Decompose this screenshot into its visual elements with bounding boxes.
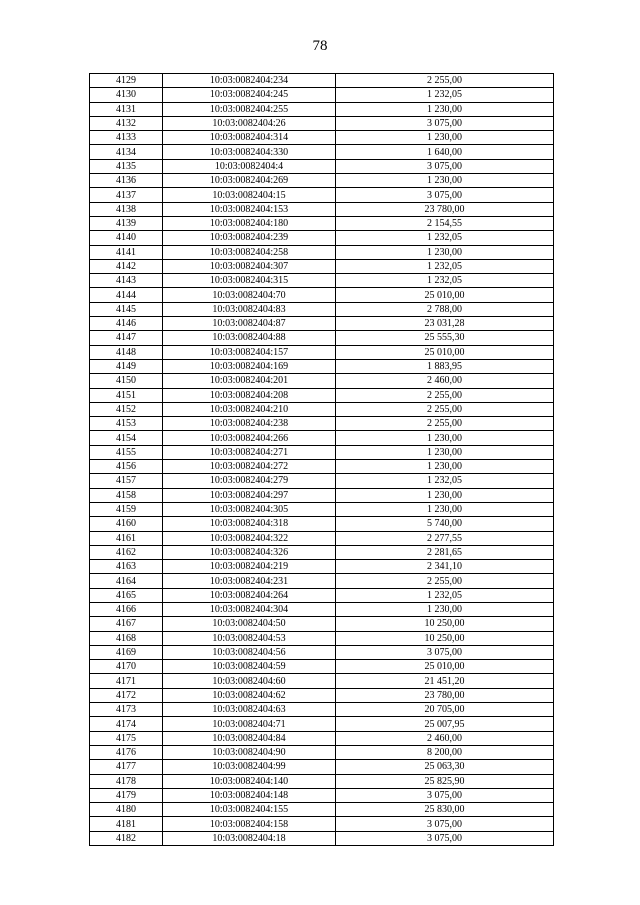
row-number-cell: 4160 (90, 517, 163, 531)
cadastral-number-cell: 10:03:0082404:158 (163, 817, 336, 831)
cadastral-number-cell: 10:03:0082404:245 (163, 88, 336, 102)
amount-cell: 1 230,00 (336, 174, 554, 188)
cadastral-number-cell: 10:03:0082404:307 (163, 259, 336, 273)
table-row (90, 288, 554, 302)
amount-cell: 25 825,90 (336, 774, 554, 788)
cadastral-number-cell: 10:03:0082404:70 (163, 288, 336, 302)
table-row (90, 131, 554, 145)
row-number-cell: 4145 (90, 302, 163, 316)
row-number-cell: 4182 (90, 831, 163, 845)
cadastral-number-cell: 10:03:0082404:239 (163, 231, 336, 245)
table-row (90, 431, 554, 445)
row-number-cell: 4147 (90, 331, 163, 345)
table-row (90, 674, 554, 688)
cadastral-number-cell: 10:03:0082404:234 (163, 74, 336, 88)
amount-cell: 2 277,55 (336, 531, 554, 545)
table-row (90, 574, 554, 588)
row-number-cell: 4137 (90, 188, 163, 202)
amount-cell: 21 451,20 (336, 674, 554, 688)
table-row (90, 617, 554, 631)
cadastral-number-cell: 10:03:0082404:157 (163, 345, 336, 359)
row-number-cell: 4171 (90, 674, 163, 688)
amount-cell: 8 200,00 (336, 745, 554, 759)
table-row (90, 445, 554, 459)
cadastral-number-cell: 10:03:0082404:208 (163, 388, 336, 402)
row-number-cell: 4167 (90, 617, 163, 631)
table-row (90, 731, 554, 745)
cadastral-number-cell: 10:03:0082404:279 (163, 474, 336, 488)
cadastral-number-cell: 10:03:0082404:326 (163, 545, 336, 559)
amount-cell: 1 230,00 (336, 502, 554, 516)
table-row (90, 359, 554, 373)
table-row (90, 259, 554, 273)
amount-cell: 23 780,00 (336, 202, 554, 216)
row-number-cell: 4161 (90, 531, 163, 545)
cadastral-number-cell: 10:03:0082404:264 (163, 588, 336, 602)
table-row (90, 545, 554, 559)
data-table (89, 73, 554, 846)
cadastral-number-cell: 10:03:0082404:315 (163, 274, 336, 288)
table-row (90, 388, 554, 402)
row-number-cell: 4131 (90, 102, 163, 116)
table-row (90, 188, 554, 202)
table-row (90, 602, 554, 616)
cadastral-number-cell: 10:03:0082404:26 (163, 116, 336, 130)
amount-cell: 1 230,00 (336, 602, 554, 616)
row-number-cell: 4180 (90, 803, 163, 817)
cadastral-number-cell: 10:03:0082404:56 (163, 645, 336, 659)
table-row (90, 488, 554, 502)
cadastral-number-cell: 10:03:0082404:63 (163, 703, 336, 717)
table-row (90, 145, 554, 159)
amount-cell: 1 232,05 (336, 474, 554, 488)
amount-cell: 25 555,30 (336, 331, 554, 345)
row-number-cell: 4158 (90, 488, 163, 502)
table-row (90, 703, 554, 717)
amount-cell: 2 460,00 (336, 374, 554, 388)
cadastral-number-cell: 10:03:0082404:4 (163, 159, 336, 173)
cadastral-number-cell: 10:03:0082404:271 (163, 445, 336, 459)
cadastral-number-cell: 10:03:0082404:180 (163, 216, 336, 230)
table-row (90, 331, 554, 345)
cadastral-number-cell: 10:03:0082404:238 (163, 417, 336, 431)
table-row (90, 474, 554, 488)
cadastral-number-cell: 10:03:0082404:314 (163, 131, 336, 145)
table-row (90, 174, 554, 188)
row-number-cell: 4174 (90, 717, 163, 731)
cadastral-number-cell: 10:03:0082404:269 (163, 174, 336, 188)
table-row (90, 374, 554, 388)
table-row (90, 774, 554, 788)
amount-cell: 23 780,00 (336, 688, 554, 702)
row-number-cell: 4141 (90, 245, 163, 259)
row-number-cell: 4162 (90, 545, 163, 559)
cadastral-number-cell: 10:03:0082404:153 (163, 202, 336, 216)
table-row (90, 460, 554, 474)
row-number-cell: 4143 (90, 274, 163, 288)
table-row (90, 502, 554, 516)
table-row (90, 517, 554, 531)
amount-cell: 3 075,00 (336, 159, 554, 173)
row-number-cell: 4156 (90, 460, 163, 474)
amount-cell: 1 230,00 (336, 460, 554, 474)
table-row (90, 788, 554, 802)
cadastral-number-cell: 10:03:0082404:169 (163, 359, 336, 373)
cadastral-number-cell: 10:03:0082404:272 (163, 460, 336, 474)
row-number-cell: 4155 (90, 445, 163, 459)
row-number-cell: 4146 (90, 317, 163, 331)
row-number-cell: 4148 (90, 345, 163, 359)
amount-cell: 1 230,00 (336, 431, 554, 445)
table-row (90, 417, 554, 431)
row-number-cell: 4153 (90, 417, 163, 431)
row-number-cell: 4177 (90, 760, 163, 774)
row-number-cell: 4136 (90, 174, 163, 188)
table-row (90, 803, 554, 817)
row-number-cell: 4169 (90, 645, 163, 659)
row-number-cell: 4166 (90, 602, 163, 616)
amount-cell: 25 010,00 (336, 660, 554, 674)
amount-cell: 1 232,05 (336, 231, 554, 245)
cadastral-number-cell: 10:03:0082404:231 (163, 574, 336, 588)
amount-cell: 25 007,95 (336, 717, 554, 731)
amount-cell: 1 230,00 (336, 102, 554, 116)
table-row (90, 345, 554, 359)
amount-cell: 10 250,00 (336, 631, 554, 645)
table-row (90, 274, 554, 288)
amount-cell: 2 255,00 (336, 388, 554, 402)
cadastral-number-cell: 10:03:0082404:18 (163, 831, 336, 845)
amount-cell: 10 250,00 (336, 617, 554, 631)
amount-cell: 1 232,05 (336, 588, 554, 602)
cadastral-number-cell: 10:03:0082404:71 (163, 717, 336, 731)
amount-cell: 3 075,00 (336, 788, 554, 802)
row-number-cell: 4139 (90, 216, 163, 230)
amount-cell: 1 232,05 (336, 88, 554, 102)
row-number-cell: 4132 (90, 116, 163, 130)
cadastral-number-cell: 10:03:0082404:50 (163, 617, 336, 631)
amount-cell: 1 230,00 (336, 488, 554, 502)
amount-cell: 5 740,00 (336, 517, 554, 531)
row-number-cell: 4151 (90, 388, 163, 402)
amount-cell: 23 031,28 (336, 317, 554, 331)
cadastral-number-cell: 10:03:0082404:155 (163, 803, 336, 817)
amount-cell: 2 255,00 (336, 74, 554, 88)
table-row (90, 231, 554, 245)
row-number-cell: 4173 (90, 703, 163, 717)
row-number-cell: 4138 (90, 202, 163, 216)
table-row (90, 216, 554, 230)
cadastral-number-cell: 10:03:0082404:99 (163, 760, 336, 774)
cadastral-number-cell: 10:03:0082404:304 (163, 602, 336, 616)
amount-cell: 3 075,00 (336, 188, 554, 202)
table-row (90, 717, 554, 731)
table-body (90, 74, 554, 846)
table-row (90, 74, 554, 88)
row-number-cell: 4144 (90, 288, 163, 302)
table-row (90, 159, 554, 173)
row-number-cell: 4140 (90, 231, 163, 245)
amount-cell: 20 705,00 (336, 703, 554, 717)
table-row (90, 102, 554, 116)
amount-cell: 1 232,05 (336, 259, 554, 273)
row-number-cell: 4129 (90, 74, 163, 88)
cadastral-number-cell: 10:03:0082404:62 (163, 688, 336, 702)
row-number-cell: 4179 (90, 788, 163, 802)
cadastral-number-cell: 10:03:0082404:15 (163, 188, 336, 202)
amount-cell: 1 230,00 (336, 131, 554, 145)
cadastral-number-cell: 10:03:0082404:90 (163, 745, 336, 759)
cadastral-number-cell: 10:03:0082404:322 (163, 531, 336, 545)
cadastral-number-cell: 10:03:0082404:148 (163, 788, 336, 802)
cadastral-number-cell: 10:03:0082404:140 (163, 774, 336, 788)
row-number-cell: 4142 (90, 259, 163, 273)
amount-cell: 2 255,00 (336, 574, 554, 588)
row-number-cell: 4165 (90, 588, 163, 602)
amount-cell: 25 010,00 (336, 345, 554, 359)
row-number-cell: 4149 (90, 359, 163, 373)
row-number-cell: 4159 (90, 502, 163, 516)
cadastral-number-cell: 10:03:0082404:210 (163, 402, 336, 416)
amount-cell: 2 341,10 (336, 560, 554, 574)
amount-cell: 2 154,55 (336, 216, 554, 230)
amount-cell: 25 063,30 (336, 760, 554, 774)
table-row (90, 88, 554, 102)
cadastral-number-cell: 10:03:0082404:53 (163, 631, 336, 645)
amount-cell: 25 010,00 (336, 288, 554, 302)
cadastral-number-cell: 10:03:0082404:305 (163, 502, 336, 516)
row-number-cell: 4170 (90, 660, 163, 674)
table-row (90, 302, 554, 316)
cadastral-number-cell: 10:03:0082404:87 (163, 317, 336, 331)
amount-cell: 2 788,00 (336, 302, 554, 316)
cadastral-number-cell: 10:03:0082404:201 (163, 374, 336, 388)
row-number-cell: 4150 (90, 374, 163, 388)
table-row (90, 560, 554, 574)
table-row (90, 588, 554, 602)
amount-cell: 1 230,00 (336, 245, 554, 259)
table-row (90, 760, 554, 774)
row-number-cell: 4164 (90, 574, 163, 588)
table-row (90, 831, 554, 845)
table-row (90, 317, 554, 331)
row-number-cell: 4178 (90, 774, 163, 788)
cadastral-number-cell: 10:03:0082404:255 (163, 102, 336, 116)
row-number-cell: 4135 (90, 159, 163, 173)
row-number-cell: 4154 (90, 431, 163, 445)
row-number-cell: 4175 (90, 731, 163, 745)
row-number-cell: 4168 (90, 631, 163, 645)
cadastral-number-cell: 10:03:0082404:219 (163, 560, 336, 574)
table-row (90, 631, 554, 645)
row-number-cell: 4133 (90, 131, 163, 145)
amount-cell: 3 075,00 (336, 831, 554, 845)
cadastral-number-cell: 10:03:0082404:84 (163, 731, 336, 745)
row-number-cell: 4130 (90, 88, 163, 102)
amount-cell: 25 830,00 (336, 803, 554, 817)
amount-cell: 1 230,00 (336, 445, 554, 459)
amount-cell: 3 075,00 (336, 116, 554, 130)
table-row (90, 645, 554, 659)
row-number-cell: 4134 (90, 145, 163, 159)
amount-cell: 1 232,05 (336, 274, 554, 288)
row-number-cell: 4172 (90, 688, 163, 702)
amount-cell: 1 640,00 (336, 145, 554, 159)
amount-cell: 3 075,00 (336, 645, 554, 659)
amount-cell: 2 281,65 (336, 545, 554, 559)
amount-cell: 2 255,00 (336, 417, 554, 431)
table-row (90, 245, 554, 259)
cadastral-number-cell: 10:03:0082404:60 (163, 674, 336, 688)
row-number-cell: 4176 (90, 745, 163, 759)
amount-cell: 2 460,00 (336, 731, 554, 745)
page-number: 78 (312, 38, 328, 54)
cadastral-number-cell: 10:03:0082404:59 (163, 660, 336, 674)
row-number-cell: 4163 (90, 560, 163, 574)
table-row (90, 660, 554, 674)
cadastral-number-cell: 10:03:0082404:318 (163, 517, 336, 531)
cadastral-number-cell: 10:03:0082404:258 (163, 245, 336, 259)
table-row (90, 745, 554, 759)
table-row (90, 688, 554, 702)
cadastral-number-cell: 10:03:0082404:297 (163, 488, 336, 502)
table-row (90, 531, 554, 545)
amount-cell: 1 883,95 (336, 359, 554, 373)
cadastral-number-cell: 10:03:0082404:88 (163, 331, 336, 345)
table-row (90, 817, 554, 831)
table-row (90, 202, 554, 216)
cadastral-number-cell: 10:03:0082404:266 (163, 431, 336, 445)
amount-cell: 3 075,00 (336, 817, 554, 831)
row-number-cell: 4181 (90, 817, 163, 831)
row-number-cell: 4157 (90, 474, 163, 488)
table-row (90, 116, 554, 130)
amount-cell: 2 255,00 (336, 402, 554, 416)
table-row (90, 402, 554, 416)
cadastral-number-cell: 10:03:0082404:330 (163, 145, 336, 159)
cadastral-number-cell: 10:03:0082404:83 (163, 302, 336, 316)
row-number-cell: 4152 (90, 402, 163, 416)
